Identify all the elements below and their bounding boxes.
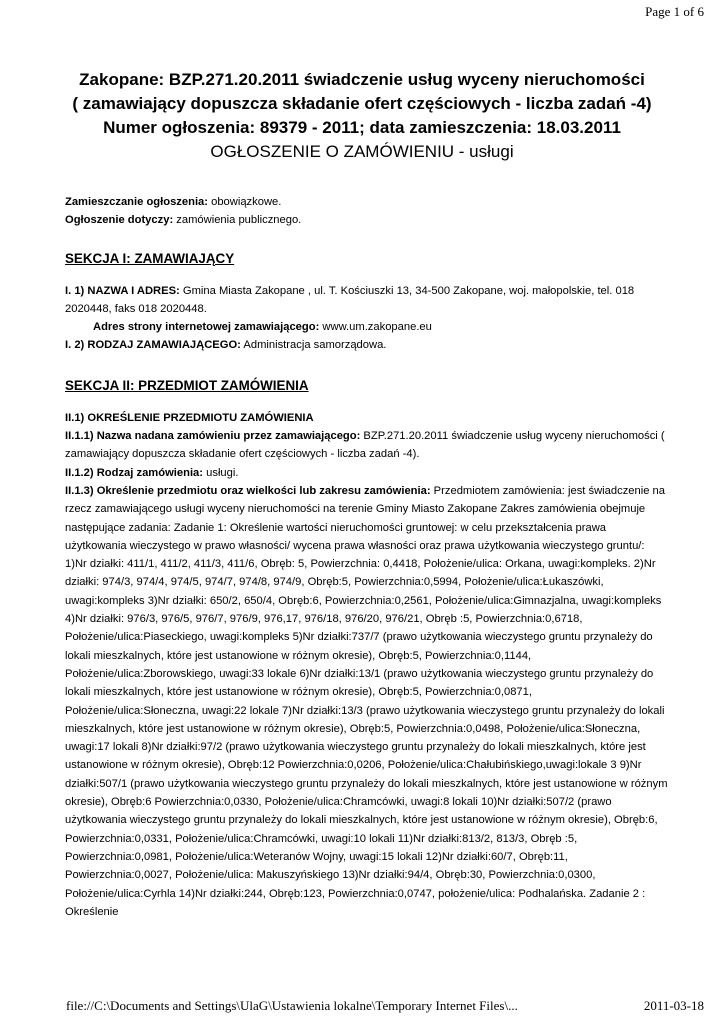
page-number: Page 1 of 6 [645,4,704,19]
order-scope-label: II.1.3) Określenie przedmiotu oraz wielkości lub zakresu zamówienia: [65,484,431,497]
authority-type-label: I. 2) RODZAJ ZAMAWIAJĄCEGO: [65,339,241,352]
subject-subheading: II.1) OKREŚLENIE PRZEDMIOTU ZAMÓWIENIA [65,411,314,424]
name-address-label: I. 1) NAZWA I ADRES: [65,284,180,297]
concerns-value: zamówienia publicznego. [173,214,302,227]
order-name-line [65,427,668,464]
file-path: file://C:\Documents and Settings\UlaG\Ustawienia lokalne\Temporary Internet Files\... [66,998,518,1013]
authority-type-value: Administracja samorządowa. [240,339,387,352]
website-line [65,318,668,336]
order-scope-value: Przedmiotem zamówienia: jest świadczenie na rzecz zamawiającego usługi wyceny nieruchomości na terenie Gminy Miasto Zakopane Zakres zamówienia obejmuje następujące zadania: Zadanie 1: Określenie wartości nieruchomości gruntowej: w celu przekształcenia prawa użytkowania wieczystego w prawo własności/ wycena prawa własności oraz prawa użytkowania wieczystego gruntu/: 1)Nr działki: 411/1, 411/2, 411/3, 411/6, Obręb: 5, Powierzchnia: 0,4418, Położenie/ulica: Orkana, uwagi:kompleks. 2)Nr działki: 974/3, 974/4, 974/5, 974/7, 974/8, 974/9, Obręb:5, Powierzchnia:0,5994, Położenie/ulica:Łukaszówki, uwagi:kompleks 3)Nr działki: 650/2, 650/4, Obręb:6, Powierzchnia:0,2561, Położenie/ulica:Gimnazjalna, uwagi:kompleks 4)Nr działki: 976/3, 976/5, 976/7, 976/9, 976,17, 976/18, 976/20, 976/21, Obręb :5, Powierzchnia:0,6718, Położenie/ulica:Piaseckiego, uwagi:kompleks 5)Nr działki:737/7 (prawo użytkowania wieczystego gruntu przynależy do lokali mieszkalnych, które jest ustanowione w różnym okresie), Obręb:5, Powierzchnia:0,1144, Położenie/ulica:Zborowskiego, uwagi:33 lokale 6)Nr działki:13/1 (prawo użytkowania wieczystego gruntu przynależy do lokali mieszkalnych, które jest ustanowione w różnym okresie), Obręb:5, Powierzchnia:0,0871, Położenie/ulica:Słoneczna, uwagi:22 lokale 7)Nr działki:13/3 (prawo użytkowania wieczystego gruntu przynależy do lokali mieszkalnych, które jest ustanowione w różnym okresie), Obręb:5, Powierzchnia:0,0498, Położenie/ulica:Słoneczna, uwagi:17 lokali 8)Nr działki:97/2 (prawo użytkowania wieczystego gruntu przynależy do lokali mieszkalnych, które jest ustanowione w różnym okresie), Obręb:12 Powierzchnia:0,0206, Położenie/ulica:Chałubińskiego,uwagi:lokale 3 9)Nr działki:507/1 (prawo użytkowania wieczystego gruntu przynależy do lokali mieszkalnych, które jest ustanowione w różnym okresie), Obręb:6 Powierzchnia:0,0330, Położenie/ulica:Chramcówki, uwagi:8 lokali 10)Nr działki:507/2 (prawo użytkowania wieczystego gruntu przynależy do lokali mieszkalnych, które jest ustanowione w różnym okresie), Obręb:6, Powierzchnia:0,0331, Położenie/ulica:Chramcówki, uwagi:10 lokali 11)Nr działki:813/2, 813/3, Obręb :5, Powierzchnia:0,0981, Położenie/ulica:Weteranów Wojny, uwagi:15 lokali 12)Nr działki:60/7, Obręb:11, Powierzchnia:0,0027, Położenie/ulica: Makuszyńskiego 13)Nr działki:94/4, Obręb:30, Powierzchnia:0,0300, Położenie/ulica:Cyrhla 14)Nr działki:244, Obręb:123, Powierzchnia:0,0747, położenie/ulica: Podhalańska. Zadanie 2 : Określenie [65,484,668,918]
placement-line [65,193,668,211]
title-line-2: ( zamawiający dopuszcza składanie ofert częściowych - liczba zadań -4) [72,94,652,113]
order-kind-label: II.1.2) Rodzaj zamówienia: [65,466,204,479]
print-date: 2011-03-18 [643,998,704,1013]
name-address-value: Gmina Miasta Zakopane , ul. T. Kościuszki 13, 34-500 Zakopane, woj. małopolskie, tel. 018 2020448, faks 018 2020448. [65,284,635,315]
order-name-label: II.1.1) Nazwa nadana zamówieniu przez zamawiającego: [65,430,361,443]
website-label: Adres strony internetowej zamawiającego: [93,321,320,334]
document-title [40,68,684,164]
title-line-3: Numer ogłoszenia: 89379 - 2011; data zamieszczenia: 18.03.2011 [103,118,621,137]
placement-value: obowiązkowe. [208,196,282,208]
section-1-heading: SEKCJA I: ZAMAWIAJĄCY [65,250,235,266]
section-2-heading: SEKCJA II: PRZEDMIOT ZAMÓWIENIA [65,377,309,393]
page-footer [66,998,704,1014]
concerns-label: Ogłoszenie dotyczy: [65,214,174,227]
order-name-value: BZP.271.20.2011 świadczenie usług wyceny nieruchomości ( zamawiający dopuszcza składanie ofert częściowych - liczba zadań -4). [65,430,665,461]
order-kind-line [65,464,668,482]
order-kind-value: usługi. [203,466,239,479]
placement-label: Zamieszczanie ogłoszenia: [65,196,208,208]
concerns-line [65,211,668,229]
authority-type-line [65,336,668,354]
title-line-1: Zakopane: BZP.271.20.2011 świadczenie usług wyceny nieruchomości [79,70,645,89]
contracting-authority-name [65,282,668,319]
document-subtitle: OGŁOSZENIE O ZAMÓWIENIU - usługi [210,142,514,161]
order-scope-paragraph [65,482,668,921]
website-value: www.um.zakopane.eu [319,321,432,334]
document-body [65,193,668,921]
